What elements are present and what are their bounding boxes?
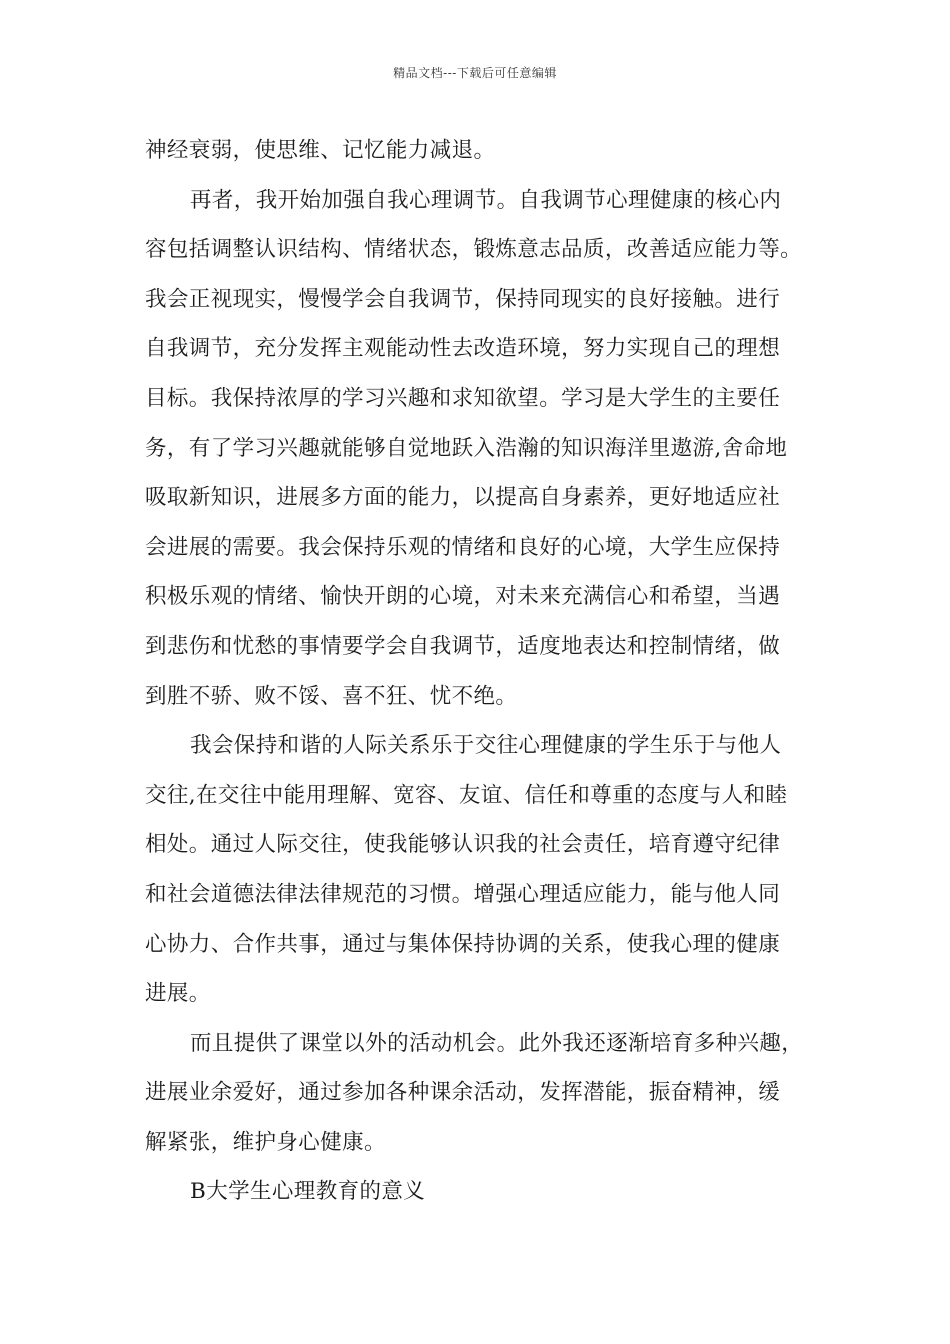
section-heading [145, 1167, 835, 1217]
section-heading-text: B大学生心理教育的意义 [190, 1179, 426, 1205]
text-line: 会进展的需要。我会保持乐观的情绪和良好的心境，大学生应保持 [145, 534, 781, 560]
text-line: 交往,在交往中能用理解、宽容、友谊、信任和尊重的态度与人和睦 [145, 782, 788, 808]
text-line: 神经衰弱，使思维、记忆能力减退。 [145, 138, 496, 163]
text-line: 积极乐观的情绪、愉快开朗的心境，对未来充满信心和希望，当遇 [145, 584, 781, 610]
text-line: 容包括调整认识结构、情绪状态，锻炼意志品质，改善适应能力等。 [145, 237, 803, 263]
text-line: 进展。 [145, 981, 211, 1007]
document-body [145, 126, 835, 1217]
text-line: 吸取新知识，进展多方面的能力，以提高自身素养，更好地适应社 [145, 485, 781, 511]
text-line: 我会正视现实，慢慢学会自我调节，保持同现实的良好接触。进行 [145, 286, 781, 312]
page-header: 精品文档---下载后可任意编辑 [393, 66, 557, 80]
text-line: 目标。我保持浓厚的学习兴趣和求知欲望。学习是大学生的主要任 [145, 385, 781, 411]
text-line: 心协力、合作共事，通过与集体保持协调的关系，使我心理的健康 [145, 931, 781, 957]
paragraph [145, 1019, 835, 1168]
paragraph [145, 176, 835, 722]
text-line: 进展业余爱好，通过参加各种课余活动，发挥潜能，振奋精神，缓 [145, 1080, 781, 1106]
text-line: 自我调节，充分发挥主观能动性去改造环境，努力实现自己的理想 [145, 336, 781, 362]
text-line: 解紧张，维护身心健康。 [145, 1129, 386, 1155]
paragraph [145, 721, 835, 1019]
text-line: 相处。通过人际交往，使我能够认识我的社会责任，培育遵守纪律 [145, 832, 781, 858]
text-line: 而且提供了课堂以外的活动机会。此外我还逐渐培育多种兴趣， [190, 1030, 804, 1056]
text-line: 我会保持和谐的人际关系乐于交往心理健康的学生乐于与他人 [190, 733, 782, 759]
text-line: 到悲伤和忧愁的事情要学会自我调节，适度地表达和控制情绪，做 [145, 633, 781, 659]
text-line: 到胜不骄、败不馁、喜不狂、忧不绝。 [145, 683, 518, 709]
text-line: 再者，我开始加强自我心理调节。自我调节心理健康的核心内 [190, 187, 782, 213]
text-line: 和社会道德法律法律规范的习惯。增强心理适应能力，能与他人同 [145, 881, 781, 907]
paragraph [145, 126, 835, 176]
text-line: 务，有了学习兴趣就能够自觉地跃入浩瀚的知识海洋里遨游,舍命地 [145, 435, 788, 461]
